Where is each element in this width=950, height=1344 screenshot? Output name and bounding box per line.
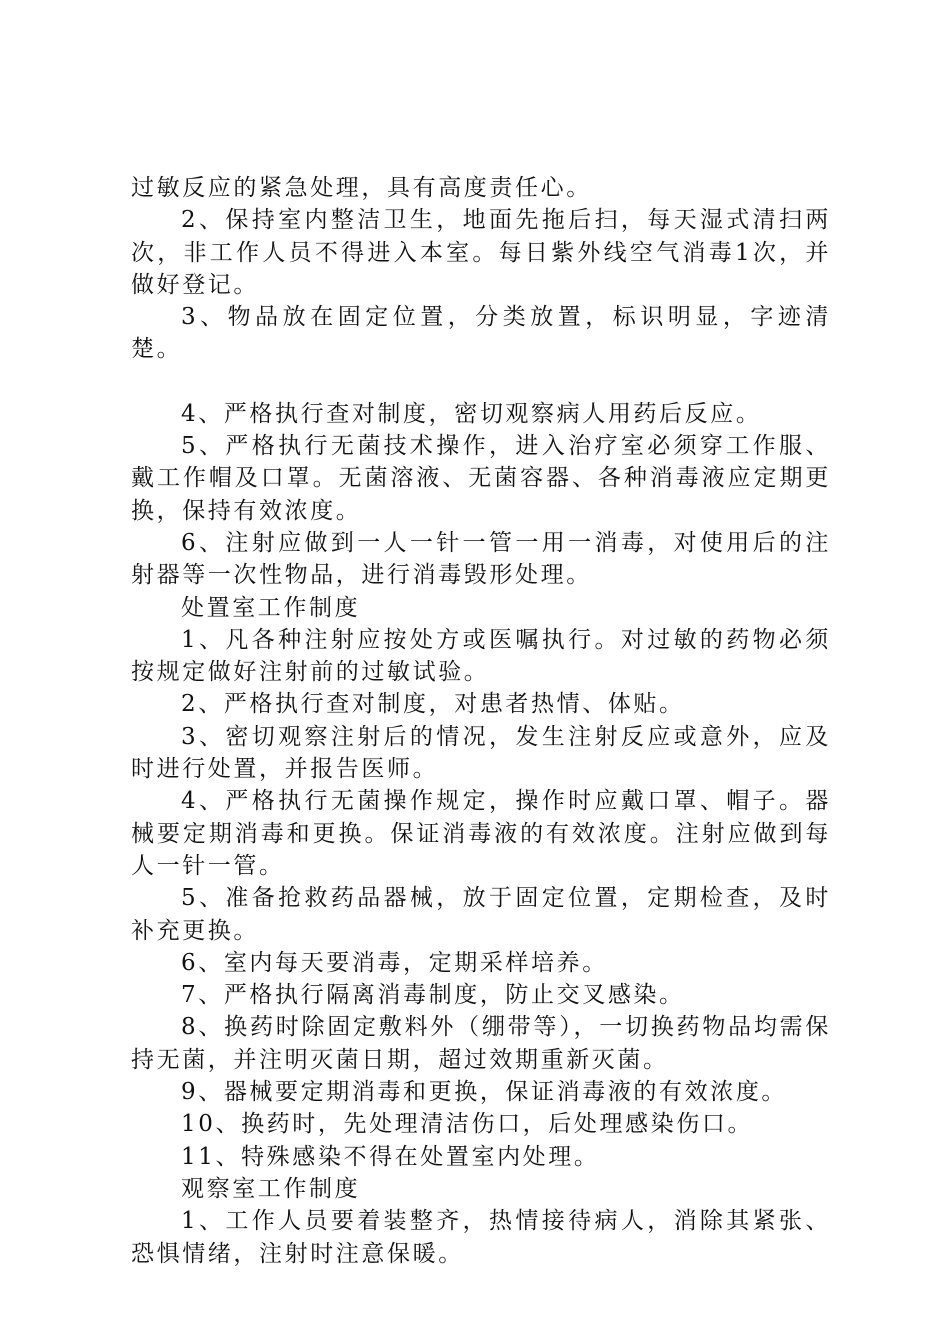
section-heading-disposal-room: 处置室工作制度 xyxy=(181,594,361,621)
observation-room-rule-1: 1、工作人员要着装整齐，热情接待病人，消除其紧张、恐惧情绪，注射时注意保暖。 xyxy=(131,1208,831,1267)
disposal-room-rule-9: 9、器械要定期消毒和更换，保证消毒液的有效浓度。 xyxy=(181,1079,788,1106)
document-body xyxy=(131,172,831,1270)
disposal-room-rule-10: 10、换药时，先处理清洁伤口，后处理感染伤口。 xyxy=(181,1111,754,1138)
disposal-room-rule-5: 5、准备抢救药品器械，放于固定位置，定期检查，及时补充更换。 xyxy=(131,885,831,944)
treatment-room-rule-5: 5、严格执行无菌技术操作，进入治疗室必须穿工作服、戴工作帽及口罩。无菌溶液、无菌容器、各种消毒液应定期更换，保持有效浓度。 xyxy=(131,433,831,524)
disposal-room-rule-4: 4、严格执行无菌操作规定，操作时应戴口罩、帽子。器械要定期消毒和更换。保证消毒液的有效浓度。注射应做到每人一针一管。 xyxy=(131,788,831,879)
section-heading-observation-room: 观察室工作制度 xyxy=(181,1175,361,1202)
disposal-room-rule-6: 6、室内每天要消毒，定期采样培养。 xyxy=(181,949,608,976)
treatment-room-rule-3: 3、物品放在固定位置，分类放置，标识明显，字迹清楚。 xyxy=(131,304,831,363)
disposal-room-rule-3: 3、密切观察注射后的情况，发生注射反应或意外，应及时进行处置，并报告医师。 xyxy=(131,723,831,783)
treatment-room-rule-2: 2、保持室内整洁卫生，地面先拖后扫，每天湿式清扫两次，非工作人员不得进入本室。每日紫外线空气消毒1次，并做好登记。 xyxy=(131,207,831,298)
treatment-room-rule-6: 6、注射应做到一人一针一管一用一消毒，对使用后的注射器等一次性物品，进行消毒毁形处理。 xyxy=(131,529,831,589)
treatment-room-rule-4: 4、严格执行查对制度，密切观察病人用药后反应。 xyxy=(181,400,762,427)
disposal-room-rule-2: 2、严格执行查对制度，对患者热情、体贴。 xyxy=(181,691,685,718)
disposal-room-rule-11: 11、特殊感染不得在处置室内处理。 xyxy=(181,1143,600,1170)
paragraph-continuation: 过敏反应的紧急处理，具有高度责任心。 xyxy=(131,175,592,201)
disposal-room-rule-1: 1、凡各种注射应按处方或医嘱执行。对过敏的药物必须按规定做好注射前的过敏试验。 xyxy=(131,626,831,686)
disposal-room-rule-8: 8、换药时除固定敷料外（绷带等），一切换药物品均需保持无菌，并注明灭菌日期，超过效期重新灭菌。 xyxy=(131,1014,831,1073)
disposal-room-rule-7: 7、严格执行隔离消毒制度，防止交叉感染。 xyxy=(181,982,685,1009)
